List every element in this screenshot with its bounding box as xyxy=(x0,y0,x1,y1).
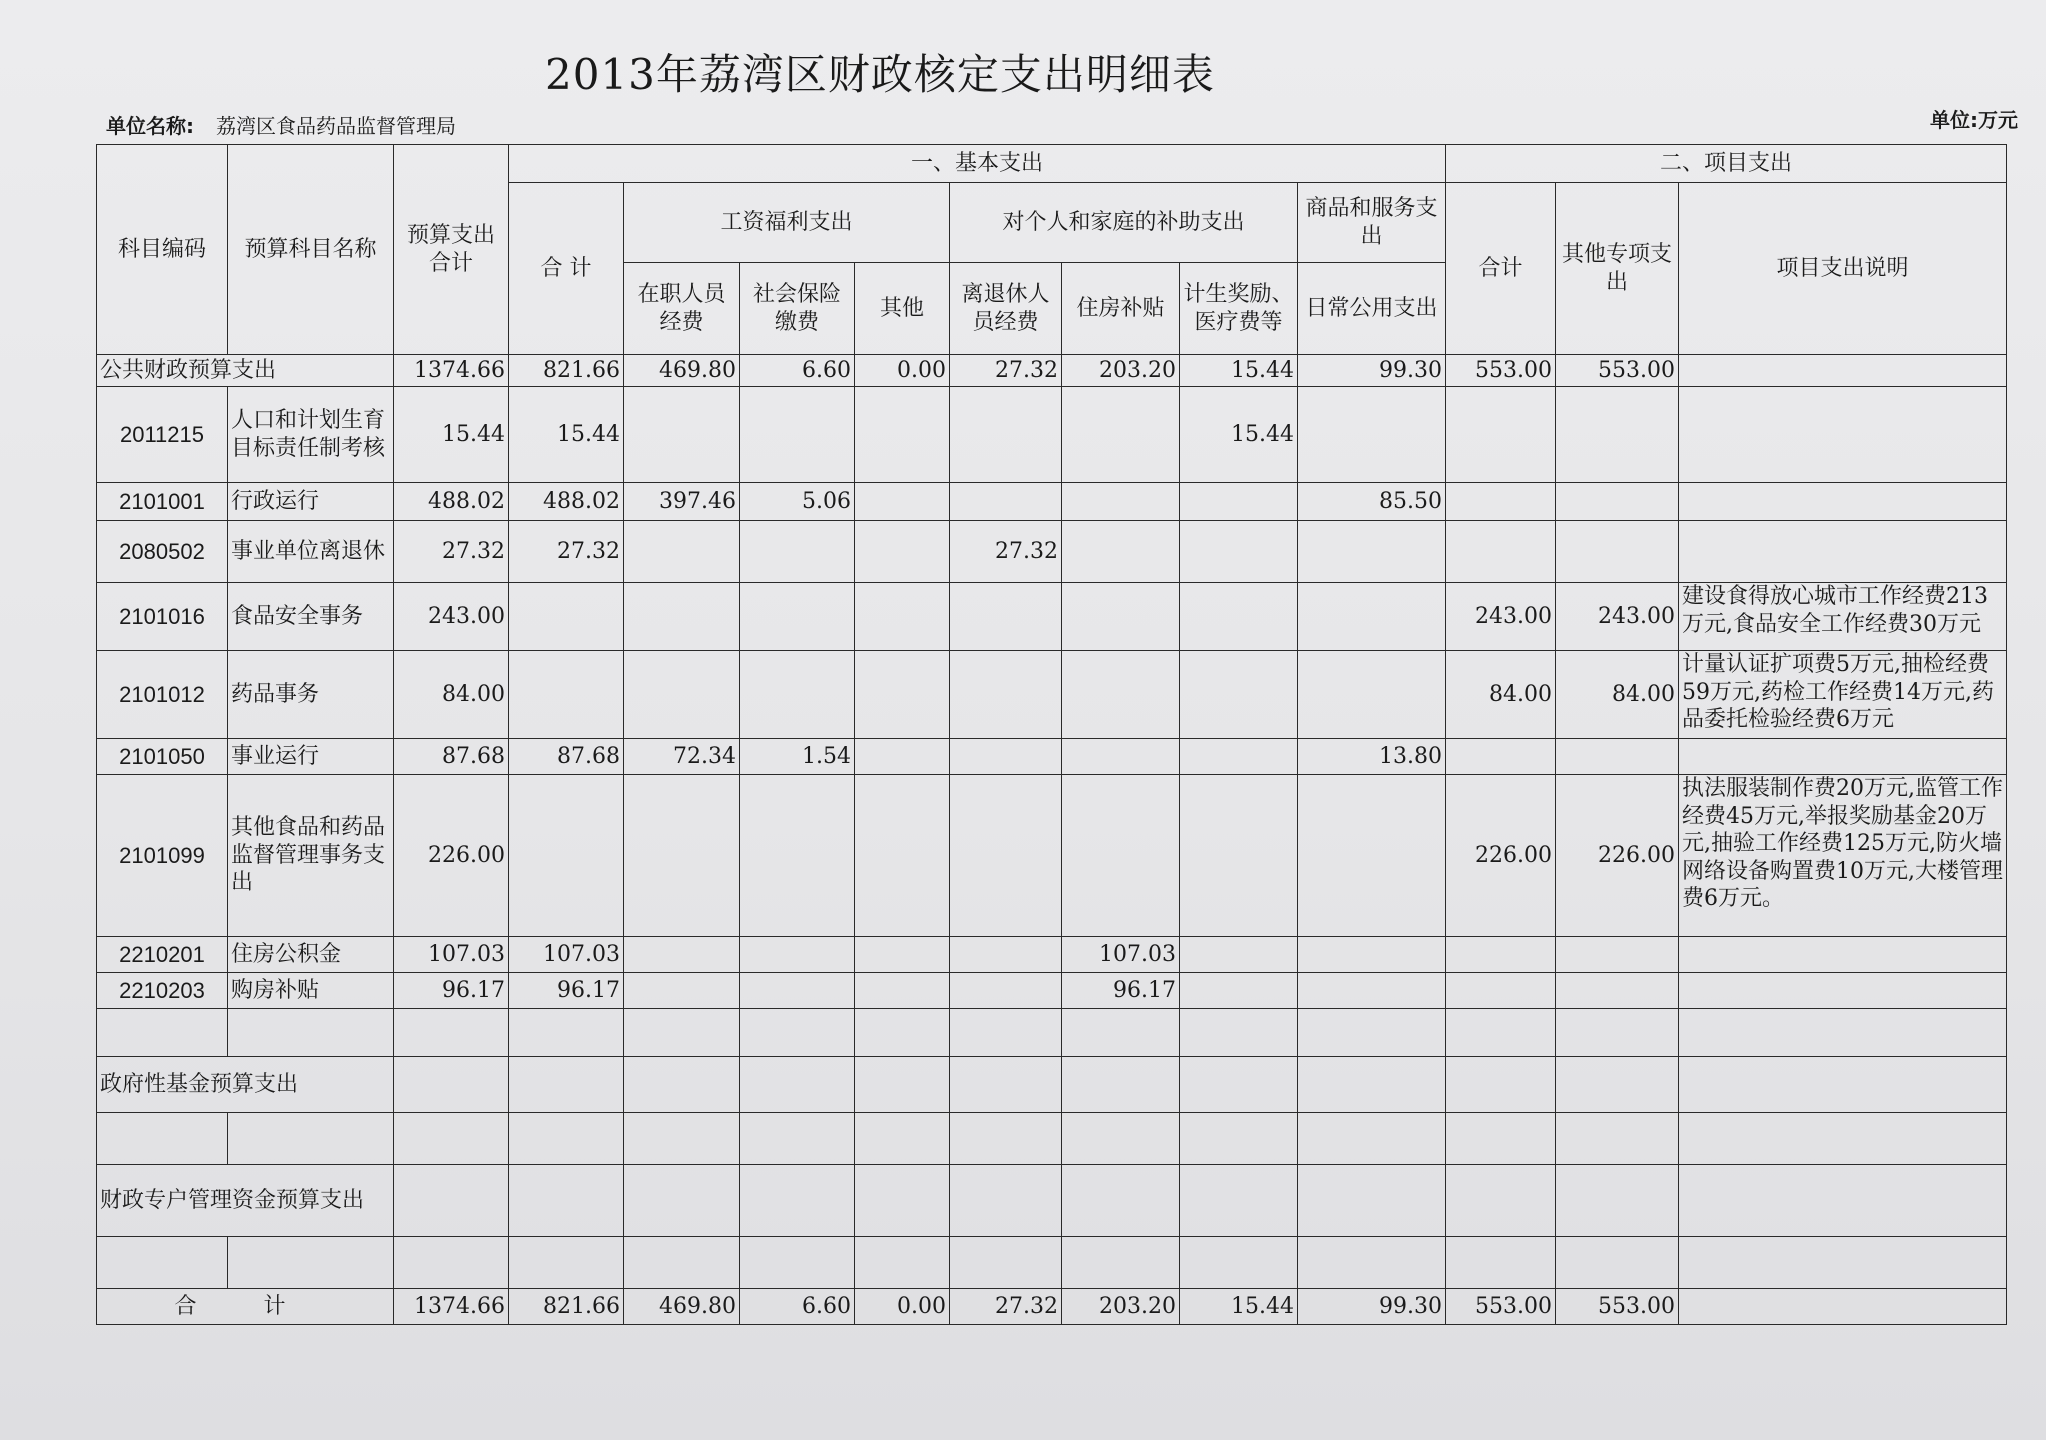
blank-row xyxy=(97,1009,2007,1057)
cell-other xyxy=(855,937,950,973)
cell-budget-total: 107.03 xyxy=(394,937,509,973)
cell-empty xyxy=(1679,1057,2007,1113)
cell-family xyxy=(1180,973,1298,1009)
cell-empty xyxy=(1180,1237,1298,1289)
cell-empty xyxy=(855,1237,950,1289)
cell-empty xyxy=(394,1113,509,1165)
blank-row xyxy=(97,1113,2007,1165)
cell-proj-other xyxy=(1556,937,1679,973)
currency-unit: 单位:万元 xyxy=(1930,108,2018,132)
cell-housing xyxy=(1062,483,1180,521)
cell-empty xyxy=(228,1009,394,1057)
total-label: 合 计 xyxy=(97,1289,394,1325)
table-row xyxy=(97,583,2007,651)
table-row xyxy=(97,387,2007,483)
cell-retire xyxy=(950,973,1062,1009)
cell-name: 购房补贴 xyxy=(228,973,394,1009)
cell-desc xyxy=(1679,739,2007,775)
cell-staff: 72.34 xyxy=(624,739,740,775)
cell-staff xyxy=(624,973,740,1009)
cell-empty xyxy=(509,1237,624,1289)
gov-fund-label: 政府性基金预算支出 xyxy=(97,1057,394,1113)
cell-housing xyxy=(1062,775,1180,937)
cell-staff xyxy=(624,583,740,651)
gov-fund-row xyxy=(97,1057,2007,1113)
cell-empty xyxy=(1062,1009,1180,1057)
cell-proj-total xyxy=(1446,739,1556,775)
cell-code: 2101016 xyxy=(97,583,228,651)
cell-empty xyxy=(1062,1113,1180,1165)
budget-table xyxy=(96,144,2007,1325)
cell-empty xyxy=(394,1009,509,1057)
cell-name: 食品安全事务 xyxy=(228,583,394,651)
cell-empty xyxy=(1679,1237,2007,1289)
header-retire: 离退休人员经费 xyxy=(950,263,1062,355)
cell-social xyxy=(740,775,855,937)
cell-desc xyxy=(1679,521,2007,583)
cell-desc xyxy=(1679,937,2007,973)
total-staff: 469.80 xyxy=(624,1289,740,1325)
header-social: 社会保险缴费 xyxy=(740,263,855,355)
cell-empty xyxy=(509,1165,624,1237)
cell-code: 2101001 xyxy=(97,483,228,521)
cell-empty xyxy=(950,1237,1062,1289)
cell-empty xyxy=(950,1057,1062,1113)
cell-other xyxy=(855,739,950,775)
cell-empty xyxy=(624,1009,740,1057)
cell-daily xyxy=(1298,651,1446,739)
cell-daily xyxy=(1298,521,1446,583)
table-row xyxy=(97,521,2007,583)
cell-family xyxy=(1180,775,1298,937)
header-budget-total: 预算支出合计 xyxy=(394,145,509,355)
cell-retire xyxy=(950,483,1062,521)
cell-basic-total: 87.68 xyxy=(509,739,624,775)
table-row xyxy=(97,775,2007,937)
cell-empty xyxy=(228,1113,394,1165)
cell-code: 2210201 xyxy=(97,937,228,973)
cell-desc: 执法服装制作费20万元,监管工作经费45万元,举报奖励基金20万元,抽验工作经费125万元,防火墙网络设备购置费10万元,大楼管理费6万元。 xyxy=(1679,775,2007,937)
cell-daily xyxy=(1298,973,1446,1009)
total-family: 15.44 xyxy=(1180,1289,1298,1325)
cell-retire xyxy=(950,651,1062,739)
cell-desc xyxy=(1679,973,2007,1009)
cell-staff xyxy=(624,651,740,739)
cell-family: 15.44 xyxy=(1180,355,1298,387)
cell-daily: 13.80 xyxy=(1298,739,1446,775)
cell-budget-total: 27.32 xyxy=(394,521,509,583)
cell-empty xyxy=(1298,1057,1446,1113)
total-basic-total: 821.66 xyxy=(509,1289,624,1325)
header-subsidy: 对个人和家庭的补助支出 xyxy=(950,183,1298,263)
cell-code: 2101099 xyxy=(97,775,228,937)
special-fund-row xyxy=(97,1165,2007,1237)
cell-proj-total xyxy=(1446,483,1556,521)
cell-basic-total: 821.66 xyxy=(509,355,624,387)
header-other: 其他 xyxy=(855,263,950,355)
cell-proj-other xyxy=(1556,387,1679,483)
cell-social xyxy=(740,387,855,483)
cell-empty xyxy=(1298,1237,1446,1289)
cell-family xyxy=(1180,483,1298,521)
cell-desc xyxy=(1679,483,2007,521)
cell-empty xyxy=(1556,1237,1679,1289)
cell-other xyxy=(855,973,950,1009)
header-family: 计生奖励、医疗费等 xyxy=(1180,263,1298,355)
cell-empty xyxy=(740,1057,855,1113)
cell-empty xyxy=(1446,1237,1556,1289)
total-social: 6.60 xyxy=(740,1289,855,1325)
cell-social xyxy=(740,937,855,973)
cell-empty xyxy=(97,1113,228,1165)
cell-staff: 469.80 xyxy=(624,355,740,387)
cell-desc: 建设食得放心城市工作经费213万元,食品安全工作经费30万元 xyxy=(1679,583,2007,651)
cell-code: 2080502 xyxy=(97,521,228,583)
cell-staff xyxy=(624,775,740,937)
cell-empty xyxy=(1062,1057,1180,1113)
header-proj-desc: 项目支出说明 xyxy=(1679,183,2007,355)
public-fiscal-row xyxy=(97,355,2007,387)
cell-proj-other xyxy=(1556,483,1679,521)
unit-name: 荔湾区食品药品监督管理局 xyxy=(216,114,456,138)
cell-housing xyxy=(1062,521,1180,583)
header-project: 二、项目支出 xyxy=(1446,145,2007,183)
cell-empty xyxy=(1679,1113,2007,1165)
cell-family xyxy=(1180,739,1298,775)
cell-family xyxy=(1180,583,1298,651)
cell-other xyxy=(855,387,950,483)
header-name: 预算科目名称 xyxy=(228,145,394,355)
cell-staff xyxy=(624,521,740,583)
cell-empty xyxy=(1180,1113,1298,1165)
header-daily: 日常公用支出 xyxy=(1298,263,1446,355)
cell-empty xyxy=(1180,1009,1298,1057)
total-daily: 99.30 xyxy=(1298,1289,1446,1325)
unit-name-line xyxy=(106,110,456,139)
cell-code: 2101050 xyxy=(97,739,228,775)
cell-budget-total: 1374.66 xyxy=(394,355,509,387)
cell-family xyxy=(1180,521,1298,583)
cell-empty xyxy=(1446,1113,1556,1165)
cell-desc xyxy=(1679,355,2007,387)
header-row-1 xyxy=(97,145,2007,183)
total-other: 0.00 xyxy=(855,1289,950,1325)
cell-empty xyxy=(1556,1057,1679,1113)
cell-empty xyxy=(855,1057,950,1113)
unit-name-label: 单位名称: xyxy=(106,114,194,138)
cell-code: 2011215 xyxy=(97,387,228,483)
cell-housing xyxy=(1062,651,1180,739)
cell-empty xyxy=(624,1113,740,1165)
cell-proj-total: 84.00 xyxy=(1446,651,1556,739)
cell-daily xyxy=(1298,387,1446,483)
cell-empty xyxy=(1180,1165,1298,1237)
cell-staff xyxy=(624,387,740,483)
cell-retire xyxy=(950,387,1062,483)
cell-retire xyxy=(950,739,1062,775)
cell-proj-other xyxy=(1556,973,1679,1009)
cell-proj-other: 226.00 xyxy=(1556,775,1679,937)
cell-proj-total xyxy=(1446,973,1556,1009)
table-row xyxy=(97,651,2007,739)
cell-daily: 99.30 xyxy=(1298,355,1446,387)
cell-empty xyxy=(1062,1237,1180,1289)
cell-empty xyxy=(855,1009,950,1057)
cell-proj-other xyxy=(1556,739,1679,775)
total-row xyxy=(97,1289,2007,1325)
cell-empty xyxy=(624,1057,740,1113)
header-staff: 在职人员经费 xyxy=(624,263,740,355)
cell-social xyxy=(740,973,855,1009)
cell-desc xyxy=(1679,387,2007,483)
cell-other: 0.00 xyxy=(855,355,950,387)
cell-proj-total: 243.00 xyxy=(1446,583,1556,651)
cell-retire xyxy=(950,937,1062,973)
cell-proj-total: 553.00 xyxy=(1446,355,1556,387)
cell-social xyxy=(740,521,855,583)
total-retire: 27.32 xyxy=(950,1289,1062,1325)
cell-empty xyxy=(1446,1009,1556,1057)
cell-empty xyxy=(509,1009,624,1057)
cell-empty xyxy=(740,1165,855,1237)
cell-budget-total: 15.44 xyxy=(394,387,509,483)
cell-empty xyxy=(740,1113,855,1165)
header-basic-total: 合 计 xyxy=(509,183,624,355)
cell-empty xyxy=(394,1237,509,1289)
cell-social: 1.54 xyxy=(740,739,855,775)
cell-budget-total: 84.00 xyxy=(394,651,509,739)
cell-empty xyxy=(740,1237,855,1289)
cell-empty xyxy=(509,1113,624,1165)
cell-daily: 85.50 xyxy=(1298,483,1446,521)
total-budget-total: 1374.66 xyxy=(394,1289,509,1325)
cell-retire xyxy=(950,583,1062,651)
cell-empty xyxy=(1298,1113,1446,1165)
cell-empty xyxy=(1446,1057,1556,1113)
cell-name: 事业单位离退休 xyxy=(228,521,394,583)
cell-empty xyxy=(1446,1165,1556,1237)
cell-empty xyxy=(97,1009,228,1057)
cell-name: 药品事务 xyxy=(228,651,394,739)
cell-family xyxy=(1180,651,1298,739)
cell-housing xyxy=(1062,583,1180,651)
cell-empty xyxy=(1298,1165,1446,1237)
cell-other xyxy=(855,583,950,651)
cell-empty xyxy=(228,1237,394,1289)
table-row xyxy=(97,937,2007,973)
cell-empty xyxy=(950,1113,1062,1165)
cell-empty xyxy=(1180,1057,1298,1113)
total-proj-total: 553.00 xyxy=(1446,1289,1556,1325)
cell-other xyxy=(855,521,950,583)
cell-proj-other xyxy=(1556,521,1679,583)
cell-empty xyxy=(950,1009,1062,1057)
cell-retire: 27.32 xyxy=(950,355,1062,387)
cell-basic-total xyxy=(509,651,624,739)
cell-staff xyxy=(624,937,740,973)
cell-empty xyxy=(394,1165,509,1237)
cell-empty xyxy=(1062,1165,1180,1237)
cell-basic-total: 96.17 xyxy=(509,973,624,1009)
table-row xyxy=(97,483,2007,521)
cell-daily xyxy=(1298,775,1446,937)
cell-budget-total: 243.00 xyxy=(394,583,509,651)
cell-housing: 96.17 xyxy=(1062,973,1180,1009)
header-housing: 住房补贴 xyxy=(1062,263,1180,355)
cell-proj-total xyxy=(1446,387,1556,483)
cell-budget-total: 226.00 xyxy=(394,775,509,937)
cell-basic-total: 107.03 xyxy=(509,937,624,973)
cell-budget-total: 96.17 xyxy=(394,973,509,1009)
cell-proj-total: 226.00 xyxy=(1446,775,1556,937)
document-title: 2013年荔湾区财政核定支出明细表 xyxy=(545,50,1215,99)
cell-basic-total xyxy=(509,583,624,651)
cell-desc xyxy=(1679,1289,2007,1325)
cell-empty xyxy=(1556,1113,1679,1165)
cell-empty xyxy=(1679,1009,2007,1057)
cell-proj-other: 553.00 xyxy=(1556,355,1679,387)
header-code: 科目编码 xyxy=(97,145,228,355)
cell-housing: 203.20 xyxy=(1062,355,1180,387)
total-proj-other: 553.00 xyxy=(1556,1289,1679,1325)
special-fund-label: 财政专户管理资金预算支出 xyxy=(97,1165,394,1237)
cell-name: 事业运行 xyxy=(228,739,394,775)
cell-basic-total: 488.02 xyxy=(509,483,624,521)
cell-housing xyxy=(1062,739,1180,775)
cell-proj-total xyxy=(1446,937,1556,973)
cell-retire: 27.32 xyxy=(950,521,1062,583)
cell-name: 人口和计划生育目标责任制考核 xyxy=(228,387,394,483)
cell-social: 5.06 xyxy=(740,483,855,521)
cell-name: 行政运行 xyxy=(228,483,394,521)
cell-other xyxy=(855,775,950,937)
cell-empty xyxy=(740,1009,855,1057)
total-housing: 203.20 xyxy=(1062,1289,1180,1325)
cell-other xyxy=(855,651,950,739)
cell-empty xyxy=(855,1165,950,1237)
cell-name: 住房公积金 xyxy=(228,937,394,973)
cell-social xyxy=(740,651,855,739)
cell-desc: 计量认证扩项费5万元,抽检经费59万元,药检工作经费14万元,药品委托检验经费6万元 xyxy=(1679,651,2007,739)
header-proj-total: 合计 xyxy=(1446,183,1556,355)
cell-budget-total: 87.68 xyxy=(394,739,509,775)
blank-row xyxy=(97,1237,2007,1289)
cell-housing: 107.03 xyxy=(1062,937,1180,973)
cell-empty xyxy=(509,1057,624,1113)
cell-staff: 397.46 xyxy=(624,483,740,521)
cell-empty xyxy=(624,1237,740,1289)
cell-daily xyxy=(1298,583,1446,651)
cell-proj-other: 84.00 xyxy=(1556,651,1679,739)
cell-family: 15.44 xyxy=(1180,387,1298,483)
cell-empty xyxy=(97,1237,228,1289)
cell-family xyxy=(1180,937,1298,973)
cell-empty xyxy=(1298,1009,1446,1057)
header-proj-other: 其他专项支出 xyxy=(1556,183,1679,355)
header-basic: 一、基本支出 xyxy=(509,145,1446,183)
table-row xyxy=(97,973,2007,1009)
cell-empty xyxy=(1556,1165,1679,1237)
cell-code: 2101012 xyxy=(97,651,228,739)
cell-empty xyxy=(950,1165,1062,1237)
cell-empty xyxy=(855,1113,950,1165)
cell-social xyxy=(740,583,855,651)
cell-basic-total xyxy=(509,775,624,937)
cell-code: 2210203 xyxy=(97,973,228,1009)
public-fiscal-label: 公共财政预算支出 xyxy=(97,355,394,387)
cell-basic-total: 27.32 xyxy=(509,521,624,583)
cell-proj-other: 243.00 xyxy=(1556,583,1679,651)
cell-name: 其他食品和药品监督管理事务支出 xyxy=(228,775,394,937)
cell-empty xyxy=(1679,1165,2007,1237)
cell-empty xyxy=(394,1057,509,1113)
cell-housing xyxy=(1062,387,1180,483)
table-row xyxy=(97,739,2007,775)
cell-empty xyxy=(624,1165,740,1237)
header-goods: 商品和服务支出 xyxy=(1298,183,1446,263)
cell-empty xyxy=(1556,1009,1679,1057)
cell-budget-total: 488.02 xyxy=(394,483,509,521)
cell-daily xyxy=(1298,937,1446,973)
cell-basic-total: 15.44 xyxy=(509,387,624,483)
cell-retire xyxy=(950,775,1062,937)
header-wage: 工资福利支出 xyxy=(624,183,950,263)
cell-other xyxy=(855,483,950,521)
cell-social: 6.60 xyxy=(740,355,855,387)
cell-proj-total xyxy=(1446,521,1556,583)
